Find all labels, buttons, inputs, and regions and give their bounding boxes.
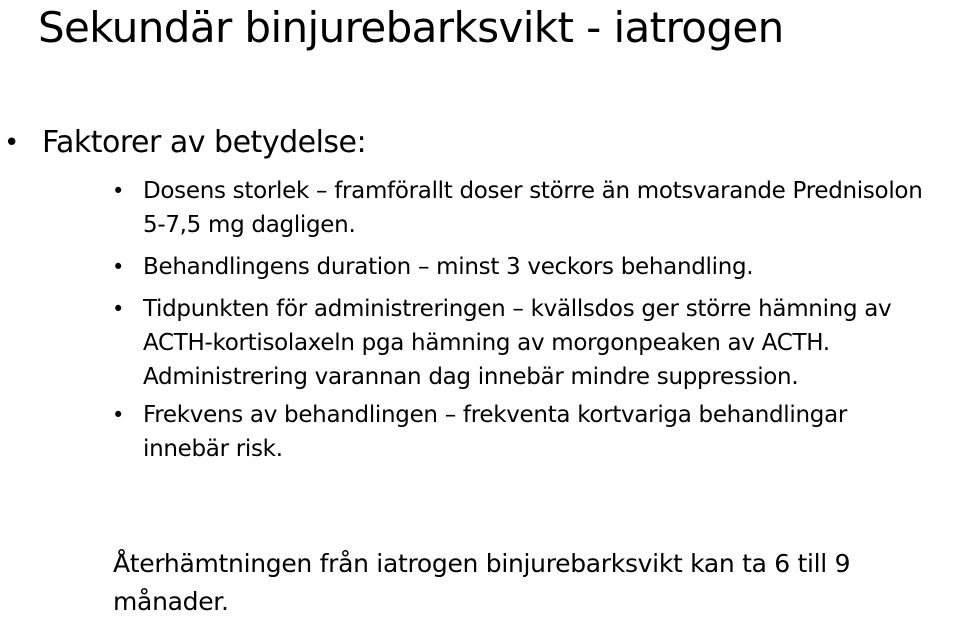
sub-bullet-item bbox=[108, 174, 938, 242]
sub-bullet-list bbox=[108, 174, 938, 474]
sub-bullet-item bbox=[108, 398, 938, 466]
sub-bullet-text: Frekvens av behandlingen – frekventa kortvariga behandlingar innebär risk. bbox=[143, 402, 848, 462]
footer-note: Återhämtningen från iatrogen binjurebarksvikt kan ta 6 till 9 månader. bbox=[113, 549, 851, 616]
bullet-marker: • bbox=[112, 297, 125, 321]
sub-bullet-item bbox=[108, 292, 938, 394]
slide-title: Sekundär binjurebarksvikt - iatrogen bbox=[38, 3, 784, 52]
main-bullet-text: Faktorer av betydelse: bbox=[42, 125, 367, 160]
bullet-marker: • bbox=[112, 403, 125, 427]
sub-bullet-text: Dosens storlek – framförallt doser större än motsvarande Prednisolon 5-7,5 mg dagligen. bbox=[143, 178, 923, 238]
bullet-marker: • bbox=[112, 255, 125, 279]
sub-bullet-text: Behandlingens duration – minst 3 veckors behandling. bbox=[143, 254, 754, 280]
sub-bullet-item bbox=[108, 250, 938, 284]
bullet-marker: • bbox=[112, 179, 125, 203]
bullet-marker: • bbox=[4, 128, 20, 158]
sub-bullet-text: Tidpunkten för administreringen – kvällsdos ger större hämning av ACTH-kortisolaxeln pga hämning av morgonpeaken av ACTH. Administrering varannan dag innebär mindre suppression. bbox=[143, 296, 892, 390]
